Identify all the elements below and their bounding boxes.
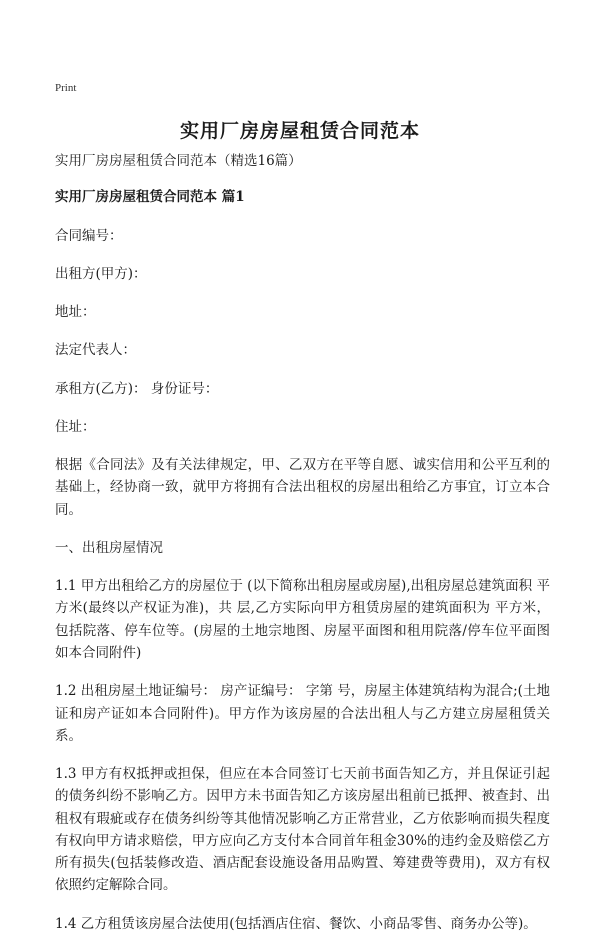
intro-paragraph: 根据《合同法》及有关法律规定，甲、乙双方在平等自愿、诚实信用和公平互利的基础上，经协商一致，就甲方将拥有合法出租权的房屋出租给乙方事宜，订立本合同。 [55,457,550,518]
clause-1-4: 1.4 乙方租赁该房屋合法使用(包括酒店住宿、餐饮、小商品零售、商务办公等)。 [55,915,537,932]
section-heading-1: 一、出租房屋情况 [55,539,163,556]
field-legal-rep: 法定代表人： [55,342,136,359]
document-subtitle: 实用厂房房屋租赁合同范本（精选16篇） [55,153,302,169]
document-title: 实用厂房房屋租赁合同范本 [179,120,420,142]
field-lessor: 出租方(甲方)： [55,265,147,282]
field-lessee: 承租方(乙方)： 身份证号： [55,380,219,397]
field-lessee-address: 住址： [55,418,96,435]
clause-1-2: 1.2 出租房屋土地证编号： 房产证编号： 字第 号，房屋主体建筑结构为混合;(土地证和房产证如本合同附件)。甲方作为该房屋的合法出租人与乙方建立房屋租赁关系。 [55,683,550,744]
print-link[interactable]: Print [55,82,77,94]
field-contract-no: 合同编号： [55,227,123,244]
clause-1-3: 1.3 甲方有权抵押或担保，但应在本合同签订七天前书面告知乙方，并且保证引起的债务纠纷不影响乙方。因甲方未书面告知乙方该房屋出租前已抵押、被查封、出租权有瑕疵或存在债务纠纷等其他情况影响乙方正常营业，乙方依影响而损失程度有权向甲方请求赔偿，甲方应向乙方支付本合同首年租金30%的违约金及赔偿乙方所有损失(包括装修改造、酒店配套设施设备用品购置、筹建费等费用)，双方有权依照约定解除合同。 [55,766,550,894]
clause-1-1: 1.1 甲方出租给乙方的房屋位于 (以下简称出租房屋或房屋),出租房屋总建筑面积 平方米(最终以产权证为准)，共 层,乙方实际向甲方租赁房屋的建筑面积为 平方米，包括院落、停车位等。(房屋的土地宗地图、房屋平面图和租用院落/停车位平面图如本合同附件) [55,578,550,661]
field-lessor-address: 地址： [55,304,96,321]
document-body [55,150,550,951]
article-heading: 实用厂房房屋租赁合同范本 篇1 [55,189,245,206]
